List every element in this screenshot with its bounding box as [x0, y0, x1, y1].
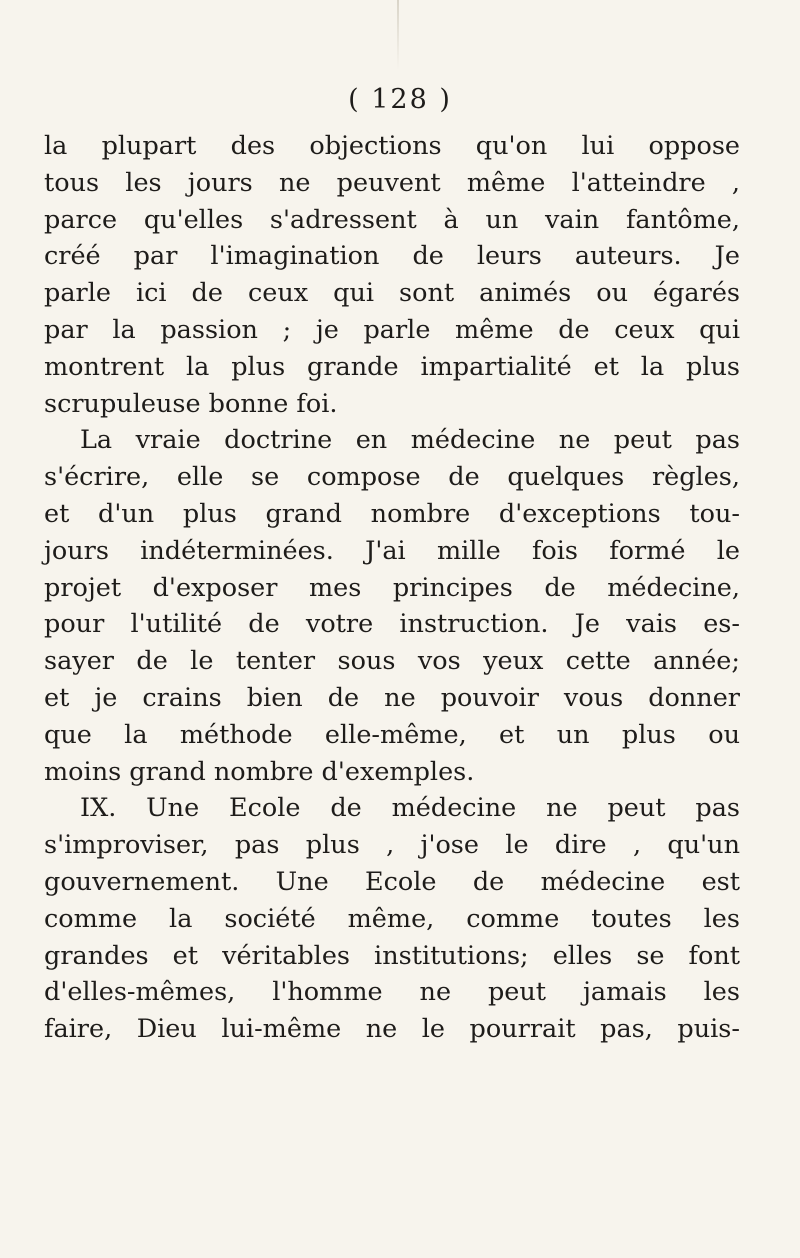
text-line: scrupuleuse bonne foi.	[44, 388, 338, 419]
text-line: et d'un plus grand nombre d'exceptions tou-	[44, 498, 740, 529]
text-line: que la méthode elle-même, et un plus ou	[44, 719, 740, 750]
text-line: s'improviser, pas plus , j'ose le dire , qu'un	[44, 830, 740, 861]
text-line: projet d'exposer mes principes de médecine,	[44, 572, 740, 603]
text-line: pour l'utilité de votre instruction. Je vais es-	[44, 609, 740, 640]
text-line: par la passion ; je parle même de ceux qui	[44, 314, 740, 345]
text-line: d'elles-mêmes, l'homme ne peut jamais les	[44, 977, 740, 1008]
text-line: la plupart des objections qu'on lui oppose	[44, 131, 740, 161]
text-line: parle ici de ceux qui sont animés ou égarés	[44, 278, 740, 309]
body-text	[44, 128, 740, 1048]
text-line: tous les jours ne peuvent même l'atteindre ,	[44, 167, 740, 198]
section-ix-start-line: IX. Une Ecole de médecine ne peut pas	[80, 793, 740, 824]
text-line: créé par l'imagination de leurs auteurs. Je	[44, 241, 740, 272]
text-line: comme la société même, comme toutes les	[44, 903, 740, 934]
page-fold-mark	[397, 0, 399, 70]
text-line: montrent la plus grande impartialité et la plus	[44, 351, 740, 382]
text-line: parce qu'elles s'adressent à un vain fantôme,	[44, 204, 740, 235]
text-line: grandes et véritables institutions; elles se font	[44, 940, 740, 971]
paragraph-start-line: La vraie doctrine en médecine ne peut pas	[80, 425, 740, 456]
text-line: jours indéterminées. J'ai mille fois formé le	[44, 535, 740, 566]
text-line: faire, Dieu lui-même ne le pourrait pas, puis-	[44, 1014, 740, 1045]
text-line: moins grand nombre d'exemples.	[44, 756, 475, 787]
text-line: s'écrire, elle se compose de quelques règles,	[44, 462, 740, 493]
text-line: gouvernement. Une Ecole de médecine est	[44, 866, 740, 897]
text-line: sayer de le tenter sous vos yeux cette année;	[44, 646, 740, 677]
page-number: ( 128 )	[348, 84, 452, 115]
text-line: et je crains bien de ne pouvoir vous donner	[44, 682, 740, 713]
